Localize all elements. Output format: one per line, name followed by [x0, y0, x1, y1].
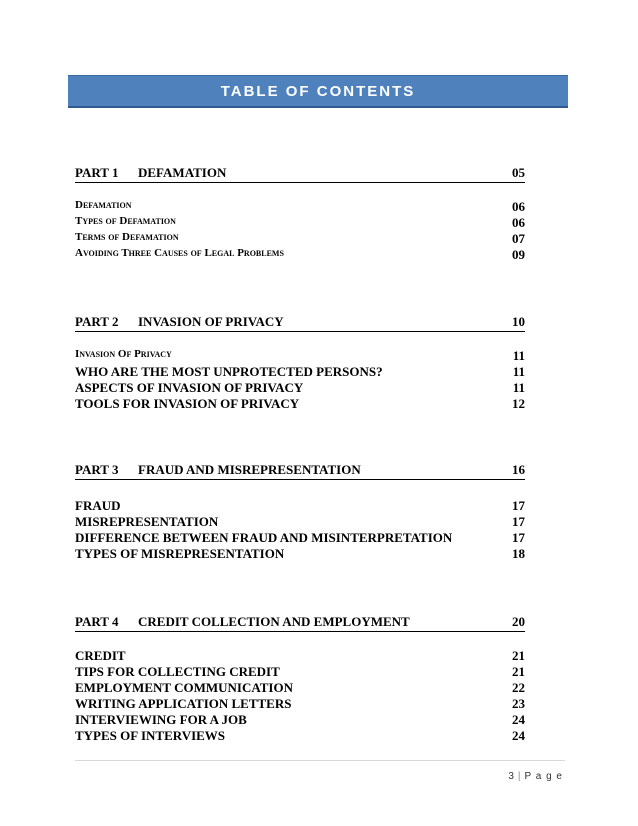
toc-entry[interactable]: [75, 199, 525, 215]
footer-page-number: 3: [508, 771, 515, 782]
title-banner: [68, 75, 568, 108]
entry-page: 24: [512, 728, 525, 743]
entry-page: 23: [512, 696, 525, 711]
entry-page: 17: [512, 498, 525, 513]
entry-title: TYPES OF MISREPRESENTATION: [75, 546, 285, 561]
part-page: 16: [512, 462, 525, 477]
toc-entry[interactable]: [75, 396, 525, 412]
toc-entry[interactable]: [75, 712, 525, 728]
entry-title: EMPLOYMENT COMMUNICATION: [75, 680, 293, 695]
entry-page: 17: [512, 514, 525, 529]
toc-part-4: [75, 612, 525, 743]
entry-page: 11: [512, 364, 525, 379]
entry-page: 21: [512, 664, 525, 679]
part-underline: [75, 479, 525, 480]
entry-list: [75, 648, 525, 744]
part-title: DEFAMATION: [138, 165, 227, 180]
entry-title: CREDIT: [75, 648, 126, 663]
entry-title: INTERVIEWING FOR A JOB: [75, 712, 247, 727]
entry-title: TIPS FOR COLLECTING CREDIT: [75, 664, 280, 679]
entry-list: [75, 498, 525, 562]
entry-title: ASPECTS OF INVASION OF PRIVACY: [75, 380, 304, 395]
entry-page: 21: [512, 648, 525, 663]
toc-entry[interactable]: [75, 696, 525, 712]
entry-list: [75, 348, 525, 412]
part-page: 10: [512, 314, 525, 329]
toc-entry[interactable]: [75, 664, 525, 680]
entry-list: [75, 199, 525, 263]
entry-page: 17: [512, 530, 525, 545]
part-page: 20: [512, 614, 525, 629]
part-heading[interactable]: [75, 460, 525, 480]
toc-part-1: [75, 163, 525, 262]
toc-entry[interactable]: [75, 348, 525, 364]
page-footer: [508, 771, 563, 782]
toc-part-3: [75, 460, 525, 561]
entry-title: Avoiding Three Causes of Legal Problems: [75, 247, 284, 259]
footer-divider: [75, 760, 565, 761]
page-title: TABLE OF CONTENTS: [220, 82, 416, 100]
part-number: PART 4: [75, 614, 119, 629]
part-page: 05: [512, 165, 525, 180]
toc-entry[interactable]: [75, 514, 525, 530]
toc-entry[interactable]: [75, 364, 525, 380]
entry-title: Invasion Of Privacy: [75, 348, 172, 360]
entry-title: TOOLS FOR INVASION OF PRIVACY: [75, 396, 300, 411]
part-heading[interactable]: [75, 312, 525, 332]
part-number: PART 1: [75, 165, 119, 180]
entry-page: 07: [512, 231, 525, 246]
toc-entry[interactable]: [75, 546, 525, 562]
part-underline: [75, 331, 525, 332]
entry-page: 06: [512, 215, 525, 230]
part-title: CREDIT COLLECTION AND EMPLOYMENT: [138, 614, 410, 629]
part-title: FRAUD AND MISREPRESENTATION: [138, 462, 361, 477]
footer-separator: |: [517, 771, 522, 782]
toc-part-2: [75, 312, 525, 411]
part-underline: [75, 182, 525, 183]
part-number: PART 2: [75, 314, 119, 329]
toc-entry[interactable]: [75, 648, 525, 664]
part-underline: [75, 631, 525, 632]
part-number: PART 3: [75, 462, 119, 477]
entry-page: 12: [512, 396, 525, 411]
entry-title: Types of Defamation: [75, 215, 176, 227]
entry-page: 06: [512, 199, 525, 214]
entry-page: 22: [512, 680, 525, 695]
entry-title: WHO ARE THE MOST UNPROTECTED PERSONS?: [75, 364, 383, 379]
toc-entry[interactable]: [75, 215, 525, 231]
entry-page: 11: [512, 348, 525, 363]
entry-page: 24: [512, 712, 525, 727]
entry-page: 18: [512, 546, 525, 561]
toc-entry[interactable]: [75, 530, 525, 546]
entry-page: 11: [512, 380, 525, 395]
entry-title: DIFFERENCE BETWEEN FRAUD AND MISINTERPRETATION: [75, 530, 453, 545]
entry-title: Defamation: [75, 199, 132, 211]
toc-entry[interactable]: [75, 231, 525, 247]
toc-entry[interactable]: [75, 680, 525, 696]
toc-entry[interactable]: [75, 728, 525, 744]
entry-title: TYPES OF INTERVIEWS: [75, 728, 226, 743]
part-heading[interactable]: [75, 163, 525, 183]
entry-title: MISREPRESENTATION: [75, 514, 219, 529]
part-heading[interactable]: [75, 612, 525, 632]
part-title: INVASION OF PRIVACY: [138, 314, 284, 329]
entry-page: 09: [512, 247, 525, 262]
entry-title: Terms of Defamation: [75, 231, 179, 243]
footer-page-label: P a g e: [524, 771, 563, 782]
entry-title: WRITING APPLICATION LETTERS: [75, 696, 292, 711]
toc-entry[interactable]: [75, 380, 525, 396]
entry-title: FRAUD: [75, 498, 121, 513]
toc-entry[interactable]: [75, 498, 525, 514]
toc-entry[interactable]: [75, 247, 525, 263]
